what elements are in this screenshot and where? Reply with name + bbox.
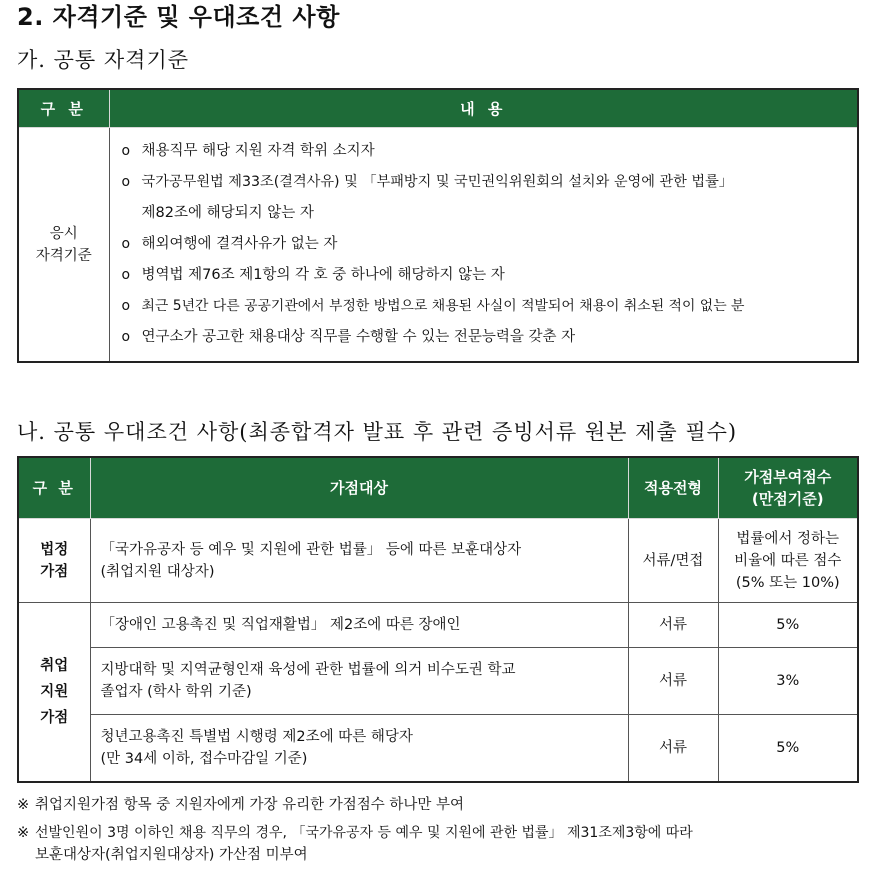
row-stage: 서류	[628, 603, 718, 648]
footnote-text: 취업지원가점 항목 중 지원자에게 가장 유리한 가점점수 하나만 부여	[35, 797, 465, 813]
preference-table-header	[18, 457, 858, 519]
list-item-text: 해외여행에 결격사유가 없는 자	[141, 236, 338, 252]
row-category: 취업 지원 가점	[18, 603, 90, 782]
header-content: 내 용	[109, 89, 858, 128]
header-target: 가점대상	[90, 457, 628, 519]
reference-mark-icon: ※	[17, 825, 30, 841]
bullet-icon: o	[121, 298, 131, 314]
list-item	[118, 291, 858, 322]
table-row	[18, 519, 858, 603]
list-item	[118, 322, 858, 353]
list-item-text: 국가공무원법 제33조(결격사유) 및 「부패방지 및 국민권익위원회의 설치와 운영에 관한 법률」	[141, 174, 733, 190]
qualification-table-header	[18, 89, 858, 128]
header-score-line: (만점기준)	[751, 490, 824, 508]
header-score	[718, 457, 858, 519]
bullet-icon: o	[121, 143, 131, 159]
qualification-category	[18, 128, 109, 363]
qualification-table	[17, 88, 859, 363]
row-score: 3%	[718, 648, 858, 715]
qualification-row	[18, 128, 858, 363]
bullet-icon: o	[121, 329, 131, 345]
footnote-text: 선발인원이 3명 이하인 채용 직무의 경우, 「국가유공자 등 예우 및 지원에 관한 법률」 제31조제3항에 따라	[35, 825, 693, 841]
row-score: 법률에서 정하는 비율에 따른 점수 (5% 또는 10%)	[718, 519, 858, 603]
row-category: 법정 가점	[18, 519, 90, 603]
list-item	[118, 167, 858, 198]
list-item-text: 제82조에 해당되지 않는 자	[141, 205, 314, 221]
section-heading: 2. 자격기준 및 우대조건 사항	[17, 3, 340, 31]
list-item	[118, 260, 858, 291]
list-item-text: 연구소가 공고한 채용대상 직무를 수행할 수 있는 전문능력을 갖춘 자	[141, 329, 576, 345]
row-score: 5%	[718, 715, 858, 782]
table-row	[18, 603, 858, 648]
category-line: 응시	[49, 225, 78, 242]
row-target: 「장애인 고용촉진 및 직업재활법」 제2조에 따른 장애인	[90, 603, 628, 648]
list-item-text: 병역법 제76조 제1항의 각 호 중 하나에 해당하지 않는 자	[141, 267, 505, 283]
list-item-text: 채용직무 해당 지원 자격 학위 소지자	[141, 143, 375, 159]
footnote-text: 보훈대상자(취업지원대상자) 가산점 미부여	[35, 847, 308, 863]
row-score: 5%	[718, 603, 858, 648]
reference-mark-icon: ※	[17, 797, 30, 813]
qualification-list	[110, 128, 858, 361]
table-row	[18, 648, 858, 715]
bullet-icon: o	[121, 174, 131, 190]
footnote-2	[17, 822, 693, 866]
list-item-continuation	[118, 198, 858, 229]
bullet-icon: o	[121, 236, 131, 252]
row-target: 청년고용촉진 특별법 시행령 제2조에 따른 해당자 (만 34세 이하, 접수마감일 기준)	[90, 715, 628, 782]
bullet-icon: o	[121, 267, 131, 283]
subsection-title-a: 가. 공통 자격기준	[17, 48, 190, 72]
header-stage: 적용전형	[628, 457, 718, 519]
list-item	[118, 136, 858, 167]
list-item	[118, 229, 858, 260]
category-line: 자격기준	[35, 247, 92, 264]
row-stage: 서류	[628, 715, 718, 782]
row-stage: 서류	[628, 648, 718, 715]
header-score-line: 가점부여점수	[744, 468, 832, 486]
footnote-1	[17, 794, 464, 816]
row-target: 지방대학 및 지역균형인재 육성에 관한 법률에 의거 비수도권 학교 졸업자 (학사 학위 기준)	[90, 648, 628, 715]
subsection-title-b: 나. 공통 우대조건 사항(최종합격자 발표 후 관련 증빙서류 원본 제출 필수)	[17, 420, 738, 444]
row-target: 「국가유공자 등 예우 및 지원에 관한 법률」 등에 따른 보훈대상자 (취업지원 대상자)	[90, 519, 628, 603]
table-row	[18, 715, 858, 782]
header-category: 구 분	[18, 457, 90, 519]
list-item-text: 최근 5년간 다른 공공기관에서 부정한 방법으로 채용된 사실이 적발되어 채용이 취소된 적이 없는 분	[141, 298, 745, 314]
row-stage: 서류/면접	[628, 519, 718, 603]
qualification-content	[109, 128, 858, 363]
preference-table	[17, 456, 859, 783]
header-category: 구 분	[18, 89, 109, 128]
